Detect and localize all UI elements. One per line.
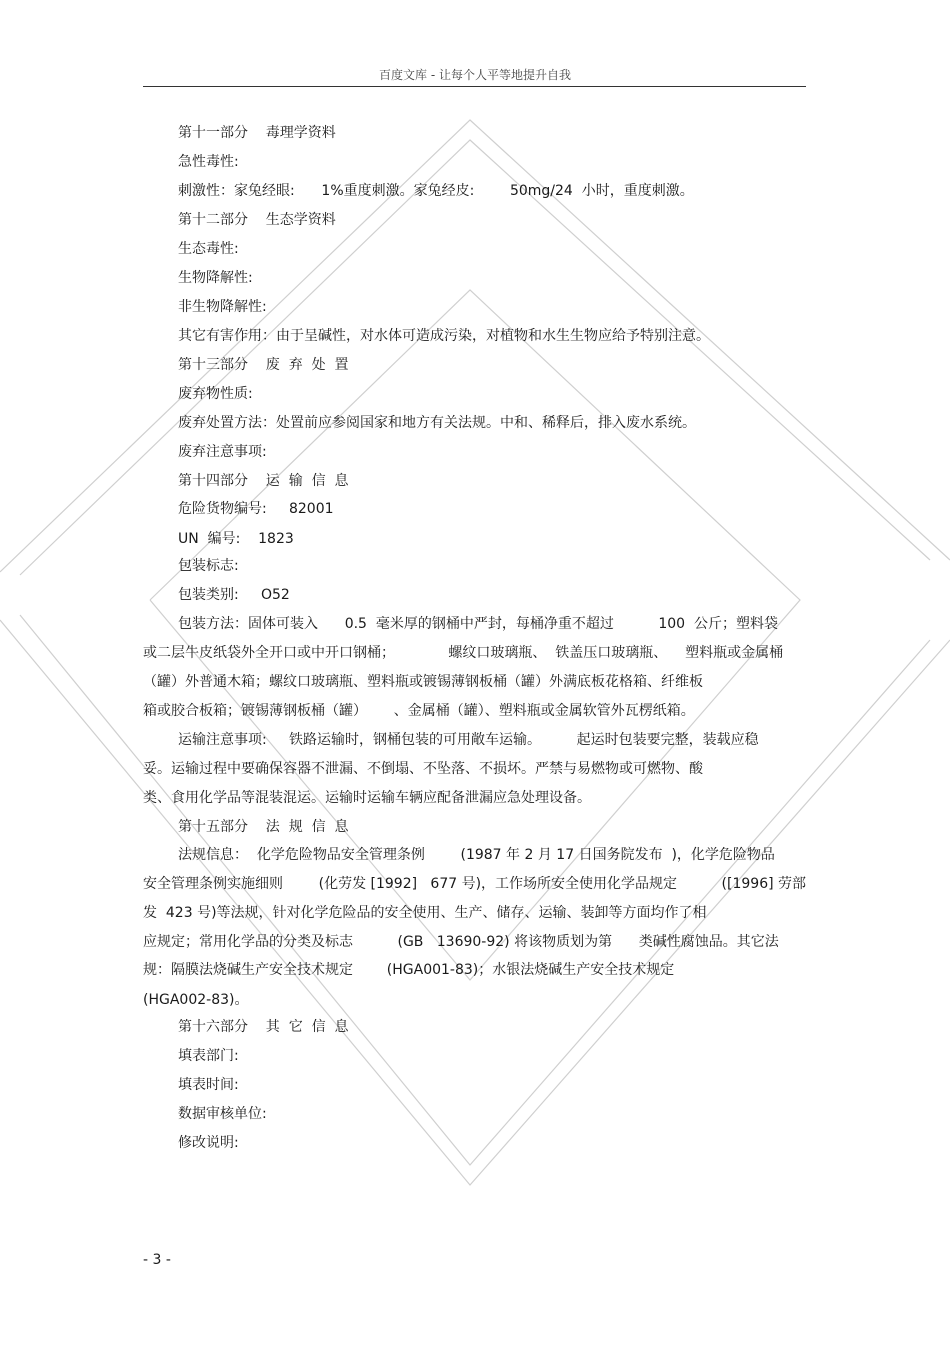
packaging-method-line-2: 或二层牛皮纸袋外全开口或中开口钢桶； 螺纹口玻璃瓶、 铁盖压口玻璃瓶、 塑料瓶或金属桶 bbox=[143, 645, 784, 661]
dangerous-goods-number: 危险货物编号: 82001 bbox=[178, 501, 334, 517]
form-date: 填表时间: bbox=[178, 1077, 239, 1093]
biodegradability: 生物降解性: bbox=[178, 270, 253, 286]
other-harmful-effects: 其它有害作用：由于呈碱性，对水体可造成污染，对植物和水生生物应给予特别注意。 bbox=[178, 328, 710, 344]
section-13-title: 第十三部分 废 弃 处 置 bbox=[178, 357, 349, 373]
transport-notes-line-2: 妥。运输过程中要确保容器不泄漏、不倒塌、不坠落、不损坏。严禁与易燃物或可燃物、酸 bbox=[143, 761, 703, 777]
non-biodegradability: 非生物降解性: bbox=[178, 299, 267, 315]
regulation-line-6: (HGA002-83)。 bbox=[143, 992, 249, 1008]
regulation-line-3: 发 423 号)等法规，针对化学危险品的安全使用、生产、储存、运输、装卸等方面均作了相 bbox=[143, 905, 707, 921]
waste-properties: 废弃物性质: bbox=[178, 386, 253, 402]
page-header: 百度文库 - 让每个人平等地提升自我 bbox=[379, 68, 571, 82]
acute-toxicity: 急性毒性: bbox=[178, 154, 239, 170]
un-number: UN 编号: 1823 bbox=[178, 531, 294, 547]
disposal-notes: 废弃注意事项: bbox=[178, 444, 267, 460]
transport-notes-line-1: 运输注意事项: 铁路运输时，钢桶包装的可用敞车运输。 起运时包装要完整，装载应稳 bbox=[178, 732, 759, 748]
packaging-method-line-4: 箱或胶合板箱；镀锡薄钢板桶（罐） 、金属桶（罐）、塑料瓶或金属软管外瓦楞纸箱。 bbox=[143, 703, 695, 719]
regulation-line-2: 安全管理条例实施细则 (化劳发 [1992] 677 号)，工作场所安全使用化学品规定 ([1996] 劳部 bbox=[143, 876, 807, 892]
form-department: 填表部门: bbox=[178, 1048, 239, 1064]
page-number: - 3 - bbox=[143, 1252, 171, 1268]
transport-notes-line-3: 类、食用化学品等混装混运。运输时运输车辆应配备泄漏应急处理设备。 bbox=[143, 790, 591, 806]
packaging-category: 包装类别: O52 bbox=[178, 587, 290, 603]
section-12-title: 第十二部分 生态学资料 bbox=[178, 212, 336, 228]
regulation-line-4: 应规定；常用化学品的分类及标志 (GB 13690-92) 将该物质划为第 类碱性腐蚀品。其它法 bbox=[143, 934, 779, 950]
regulation-line-5: 规：隔膜法烧碱生产安全技术规定 (HGA001-83)；水银法烧碱生产安全技术规定 bbox=[143, 962, 675, 978]
regulation-line-1: 法规信息： 化学危险物品安全管理条例 (1987 年 2 月 17 日国务院发布 )，化学危险物品 bbox=[178, 847, 775, 863]
packaging-method-line-1: 包装方法：固体可装入 0.5 毫米厚的钢桶中严封，每桶净重不超过 100 公斤；塑料袋 bbox=[178, 616, 778, 632]
disposal-method: 废弃处置方法：处置前应参阅国家和地方有关法规。中和、稀释后，排入废水系统。 bbox=[178, 415, 696, 431]
section-14-title: 第十四部分 运 输 信 息 bbox=[178, 473, 349, 489]
data-review-unit: 数据审核单位: bbox=[178, 1106, 267, 1122]
irritation: 刺激性：家兔经眼: 1%重度刺激。家兔经皮: 50mg/24 小时，重度刺激。 bbox=[178, 183, 694, 199]
packaging-method-line-3: （罐）外普通木箱；螺纹口玻璃瓶、塑料瓶或镀锡薄钢板桶（罐）外满底板花格箱、纤维板 bbox=[143, 674, 703, 690]
section-16-title: 第十六部分 其 它 信 息 bbox=[178, 1019, 349, 1035]
section-11-title: 第十一部分 毒理学资料 bbox=[178, 125, 336, 141]
ecotoxicity: 生态毒性: bbox=[178, 241, 239, 257]
section-15-title: 第十五部分 法 规 信 息 bbox=[178, 819, 349, 835]
revision-notes: 修改说明: bbox=[178, 1135, 239, 1151]
packaging-label: 包装标志: bbox=[178, 558, 239, 574]
